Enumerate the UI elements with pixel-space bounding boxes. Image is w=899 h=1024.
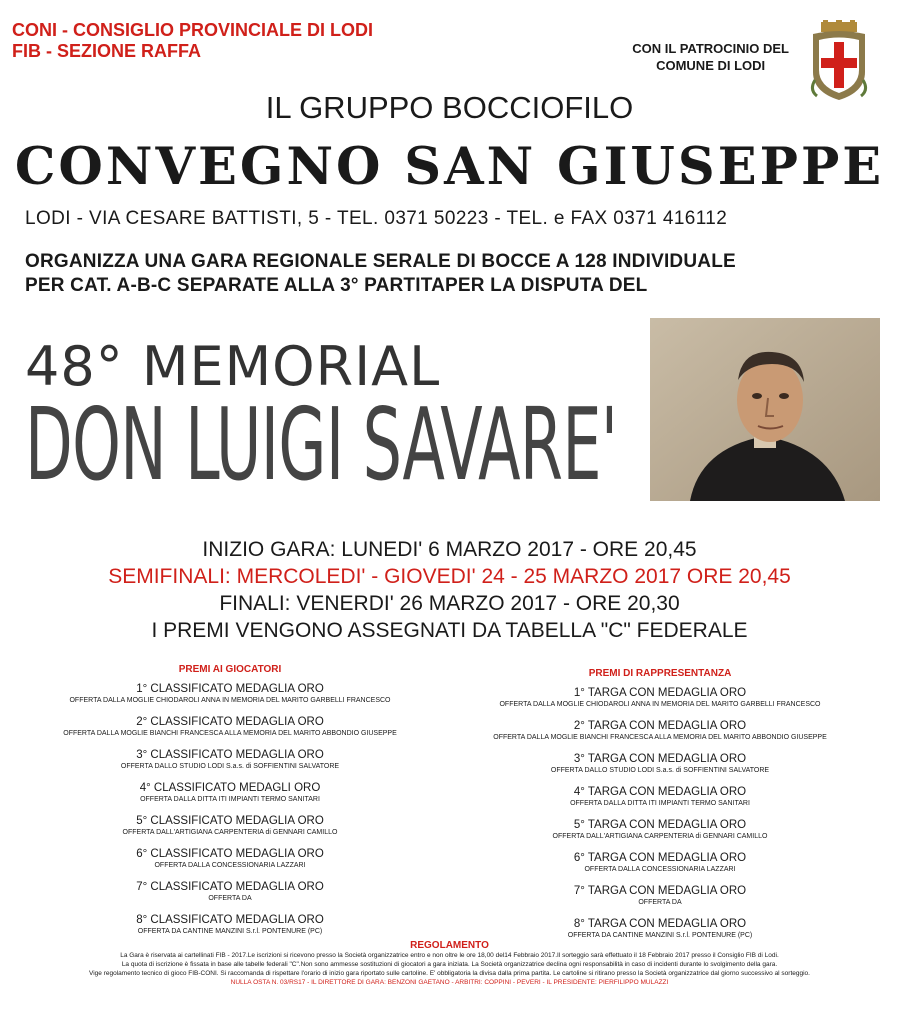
prize-offer: OFFERTA DALLA MOGLIE BIANCHI FRANCESCA ALLA MEMORIA DEL MARITO ABBONDIO GIUSEPPE: [493, 734, 827, 741]
prizes-representation-column: [445, 668, 875, 950]
announcement-line-1: ORGANIZZA UNA GARA REGIONALE SERALE DI BOCCE A 128 INDIVIDUALE: [25, 251, 736, 272]
prize-offer: OFFERTA DA CANTINE MANZINI S.r.l. PONTENURE (PC): [567, 932, 753, 939]
prize-label: 4° CLASSIFICATO MEDAGLI ORO: [139, 782, 321, 794]
prize-label: 4° TARGA CON MEDAGLIA ORO: [573, 786, 747, 798]
prize-label: 7° TARGA CON MEDAGLIA ORO: [573, 885, 747, 897]
memorial-number: 48° MEMORIAL: [25, 335, 441, 398]
prize-label: 2° TARGA CON MEDAGLIA ORO: [573, 720, 747, 732]
regulation-line-3: Vige regolamento tecnico di gioco FIB-CONI. Si raccomanda di rispettare l'orario di inizio gara riportato sulle cartoline. E' obbligatoria la divisa dalla prima partita. Le cartoline si ritirano presso la Società organizzatrice dal giorno successivo al sorteggio.: [89, 970, 810, 977]
prize-item: [15, 682, 445, 705]
prize-label: 2° CLASSIFICATO MEDAGLIA ORO: [136, 716, 324, 728]
patronage-line-1: CON IL PATROCINIO DEL: [632, 41, 789, 56]
announcement-line-2: PER CAT. A-B-C SEPARATE ALLA 3° PARTITAPER LA DISPUTA DEL: [25, 275, 648, 296]
prize-offer: OFFERTA DA: [638, 899, 682, 906]
prizes-note: I PREMI VENGONO ASSEGNATI DA TABELLA "C" FEDERALE: [151, 619, 748, 642]
club-address: LODI - VIA CESARE BATTISTI, 5 - TEL. 0371 50223 - TEL. e FAX 0371 416112: [25, 208, 728, 229]
prize-offer: OFFERTA DALLO STUDIO LODI S.a.s. di SOFFIENTINI SALVATORE: [550, 767, 770, 774]
memorial-name: DON LUIGI SAVARE': [25, 386, 618, 503]
prize-label: 8° TARGA CON MEDAGLIA ORO: [573, 918, 747, 930]
finals-date: FINALI: VENERDI' 26 MARZO 2017 - ORE 20,30: [219, 592, 680, 615]
prize-item: [445, 719, 875, 742]
prize-label: 3° TARGA CON MEDAGLIA ORO: [573, 753, 747, 765]
prize-label: 1° TARGA CON MEDAGLIA ORO: [573, 687, 747, 699]
prizes-representation-title: PREMI DI RAPPRESENTANZA: [588, 668, 732, 679]
prize-offer: OFFERTA DALLA CONCESSIONARIA LAZZARI: [154, 862, 306, 869]
prize-label: 5° TARGA CON MEDAGLIA ORO: [573, 819, 747, 831]
prize-item: [445, 851, 875, 874]
group-heading: IL GRUPPO BOCCIOFILO: [265, 90, 634, 125]
prize-offer: OFFERTA DALLA MOGLIE BIANCHI FRANCESCA ALLA MEMORIA DEL MARITO ABBONDIO GIUSEPPE: [63, 730, 397, 737]
prize-item: [15, 814, 445, 837]
regulation-line-1: La Gara è riservata ai cartellinati FIB - 2017.Le iscrizioni si ricevono presso la Società organizzatrice entro e non oltre le ore 18,00 del14 Febbraio 2017.Il sorteggio sarà effettuato il 18 Febbraio 2017 presso il Consiglio FIB di Lodi.: [120, 952, 779, 959]
prize-label: 8° CLASSIFICATO MEDAGLIA ORO: [136, 914, 324, 926]
prize-offer: OFFERTA DALLA MOGLIE CHIODAROLI ANNA IN MEMORIA DEL MARITO GARBELLI FRANCESCO: [499, 701, 821, 708]
prize-offer: OFFERTA DALL'ARTIGIANA CARPENTERIA di GENNARI CAMILLO: [122, 829, 338, 836]
prize-item: [15, 781, 445, 804]
prize-item: [445, 818, 875, 841]
start-date: INIZIO GARA: LUNEDI' 6 MARZO 2017 - ORE 20,45: [202, 538, 697, 561]
prize-item: [15, 715, 445, 738]
patronage-line-2: COMUNE DI LODI: [656, 58, 766, 73]
prize-item: [15, 913, 445, 936]
prize-label: 6° CLASSIFICATO MEDAGLIA ORO: [136, 848, 324, 860]
prize-label: 7° CLASSIFICATO MEDAGLIA ORO: [136, 881, 324, 893]
prize-item: [15, 847, 445, 870]
announcement: [25, 250, 736, 298]
priest-portrait: [650, 318, 880, 501]
prize-offer: OFFERTA DALLA CONCESSIONARIA LAZZARI: [584, 866, 736, 873]
prize-label: 3° CLASSIFICATO MEDAGLIA ORO: [136, 749, 324, 761]
regulation-block: [0, 940, 899, 987]
prize-item: [445, 785, 875, 808]
prize-label: 1° CLASSIFICATO MEDAGLIA ORO: [136, 683, 324, 695]
prize-label: 5° CLASSIFICATO MEDAGLIA ORO: [136, 815, 324, 827]
organizer-block: [12, 20, 373, 62]
prize-item: [445, 917, 875, 940]
prize-item: [445, 884, 875, 907]
prize-offer: OFFERTA DA: [208, 895, 252, 902]
semifinals-date: SEMIFINALI: MERCOLEDI' - GIOVEDI' 24 - 25 MARZO 2017 ORE 20,45: [108, 565, 791, 588]
prize-label: 6° TARGA CON MEDAGLIA ORO: [573, 852, 747, 864]
prize-offer: OFFERTA DALL'ARTIGIANA CARPENTERIA di GENNARI CAMILLO: [552, 833, 768, 840]
prize-item: [15, 748, 445, 771]
prize-offer: OFFERTA DALLA MOGLIE CHIODAROLI ANNA IN MEMORIA DEL MARITO GARBELLI FRANCESCO: [69, 697, 391, 704]
organizer-line-2: FIB - SEZIONE RAFFA: [12, 41, 201, 61]
organizer-line-1: CONI - CONSIGLIO PROVINCIALE DI LODI: [12, 20, 374, 40]
prize-item: [15, 880, 445, 903]
prize-offer: OFFERTA DALLO STUDIO LODI S.a.s. di SOFFIENTINI SALVATORE: [120, 763, 340, 770]
prize-item: [445, 686, 875, 709]
club-name: CONVEGNO SAN GIUSEPPE: [14, 137, 885, 197]
prizes-players-title: PREMI AI GIOCATORI: [178, 664, 282, 675]
prize-item: [445, 752, 875, 775]
prizes-players-column: [15, 664, 445, 946]
regulation-line-2: La quota di iscrizione è fissata in base alle tabelle federali "C".Non sono ammesse sostituzioni di giocatori a gara iniziata. La Società organizzatrice declina ogni responsabilità in caso di incidenti durante lo svolgimento della gara.: [121, 961, 778, 968]
prize-offer: OFFERTA DA CANTINE MANZINI S.r.l. PONTENURE (PC): [137, 928, 323, 935]
prize-offer: OFFERTA DALLA DITTA ITI IMPIANTI TERMO SANITARI: [570, 800, 750, 807]
regulation-title: REGOLAMENTO: [410, 940, 489, 951]
regulation-footer: NULLA OSTA N. 03/RS17 - IL DIRETTORE DI GARA: BENZONI GAETANO - ARBITRI: COPPINI - PEVERI - IL PRESIDENTE: PIERFILIPPO MULAZZI: [230, 979, 669, 986]
patronage-block: [632, 40, 789, 74]
prize-offer: OFFERTA DALLA DITTA ITI IMPIANTI TERMO SANITARI: [140, 796, 320, 803]
